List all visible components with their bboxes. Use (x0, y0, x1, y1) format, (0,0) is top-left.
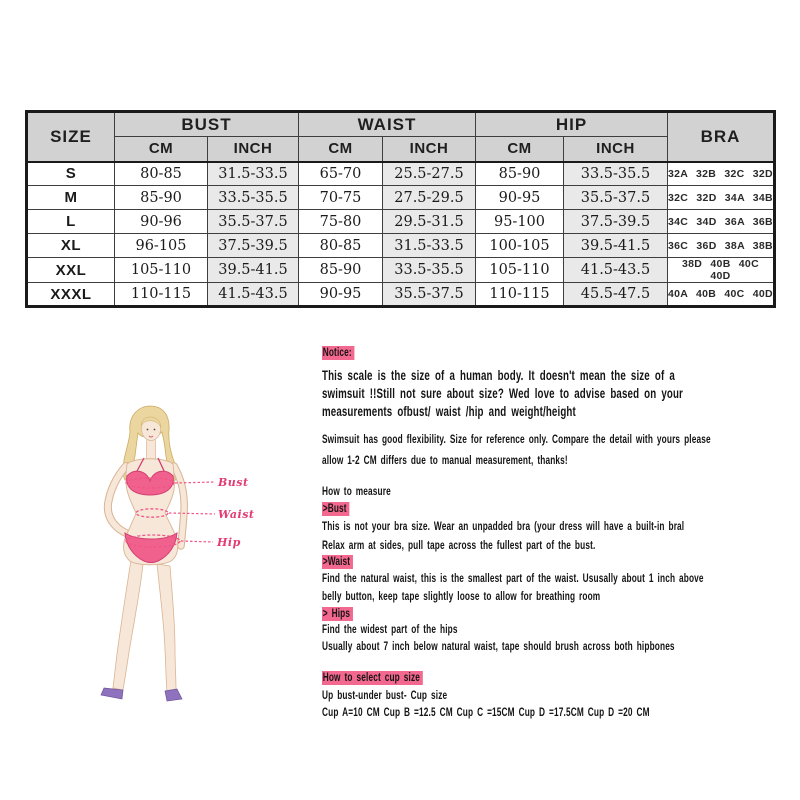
notice-text-line: This scale is the size of a human body. It doesn't mean the size of a (322, 368, 675, 383)
bra-cell: 32C 32D 34A 34B (668, 186, 775, 210)
hips-instruction-line: Find the widest part of the hips (322, 624, 458, 636)
size-cell: M (27, 186, 115, 210)
hip-inch-cell: 35.5-37.5 (564, 186, 668, 210)
bust-inch-cell: 33.5-35.5 (208, 186, 299, 210)
bra-cell: 40A 40B 40C 40D (668, 283, 775, 307)
bust-inch-cell: 37.5-39.5 (208, 234, 299, 258)
hip-cm-cell: 85-90 (476, 162, 564, 186)
waist-instruction-line: belly button, keep tape slightly loose to allow for breathing room (322, 591, 601, 603)
bust-heading: >Bust (322, 502, 350, 516)
waist-inch-cell: 27.5-29.5 (383, 186, 476, 210)
notice-text-line: swimsuit !!Still not sure about size? Wed love to advise based on your (322, 386, 683, 401)
col-header-hip: HIP (476, 112, 668, 137)
bust-inch-cell: 39.5-41.5 (208, 258, 299, 283)
size-cell: XXL (27, 258, 115, 283)
bust-inch-cell: 31.5-33.5 (208, 162, 299, 186)
size-cell: XXXL (27, 283, 115, 307)
waist-heading: >Waist (322, 555, 353, 569)
figure-right-shoe (165, 689, 182, 701)
figure-bust-label: Bust (218, 476, 249, 489)
bra-cell: 36C 36D 38A 38B (668, 234, 775, 258)
waist-inch-cell: 29.5-31.5 (383, 210, 476, 234)
waist-inch-cell: 35.5-37.5 (383, 283, 476, 307)
size-cell: XL (27, 234, 115, 258)
bust-heading-line (322, 503, 350, 515)
bust-cm-cell: 80-85 (115, 162, 208, 186)
cup-size-line: Up bust-under bust- Cup size (322, 690, 448, 702)
waist-cm-cell: 70-75 (299, 186, 383, 210)
cup-size-heading: How to select cup size (322, 671, 423, 685)
cup-size-line: Cup A=10 CM Cup B =12.5 CM Cup C =15CM Cup D =17.5CM Cup D =20 CM (322, 707, 650, 719)
hip-leader-line (181, 541, 213, 542)
figure-waist-label: Waist (218, 508, 255, 521)
col-header-bust: BUST (115, 112, 299, 137)
size-cell: L (27, 210, 115, 234)
measurement-figure-illustration (80, 402, 280, 727)
hip-cm-cell: 95-100 (476, 210, 564, 234)
hip-inch-cell: 37.5-39.5 (564, 210, 668, 234)
waist-cm-cell: 90-95 (299, 283, 383, 307)
waist-leader-line (169, 513, 215, 514)
info-text-column (322, 0, 797, 800)
bust-instruction-line: Relax arm at sides, pull tape across the fullest part of the bust. (322, 540, 596, 552)
col-header-hip-inch: INCH (564, 137, 668, 162)
notice-text-line: measurements ofbust/ waist /hip and weight/height (322, 404, 576, 419)
waist-heading-line (322, 556, 353, 568)
bust-inch-cell: 41.5-43.5 (208, 283, 299, 307)
waist-cm-cell: 80-85 (299, 234, 383, 258)
hips-instruction-line: Usually about 7 inch below natural waist, tape should brush across both hipbones (322, 641, 675, 653)
hip-inch-cell: 45.5-47.5 (564, 283, 668, 307)
bust-cm-cell: 90-96 (115, 210, 208, 234)
waist-instruction-line: Find the natural waist, this is the smallest part of the waist. Ususally about 1 inch above (322, 573, 704, 585)
col-header-bust-inch: INCH (208, 137, 299, 162)
hip-cm-cell: 100-105 (476, 234, 564, 258)
hip-cm-cell: 90-95 (476, 186, 564, 210)
hip-inch-cell: 41.5-43.5 (564, 258, 668, 283)
waist-cm-cell: 75-80 (299, 210, 383, 234)
figure-left-shoe (101, 688, 123, 699)
how-to-measure-title: How to measure (322, 486, 391, 498)
waist-inch-cell: 31.5-33.5 (383, 234, 476, 258)
figure-right-leg (157, 564, 176, 692)
col-header-size: SIZE (27, 112, 115, 162)
bust-cm-cell: 96-105 (115, 234, 208, 258)
waist-cm-cell: 65-70 (299, 162, 383, 186)
bust-inch-cell: 35.5-37.5 (208, 210, 299, 234)
hip-cm-cell: 105-110 (476, 258, 564, 283)
cup-size-heading-line (322, 672, 423, 684)
col-header-waist: WAIST (299, 112, 476, 137)
bra-cell: 32A 32B 32C 32D (668, 162, 775, 186)
hip-inch-cell: 39.5-41.5 (564, 234, 668, 258)
figure-eye (154, 429, 156, 431)
col-header-waist-cm: CM (299, 137, 383, 162)
waist-inch-cell: 25.5-27.5 (383, 162, 476, 186)
figure-left-leg (113, 560, 143, 690)
waist-cm-cell: 85-90 (299, 258, 383, 283)
flexibility-note-line: allow 1-2 CM differs due to manual measurement, thanks! (322, 455, 568, 467)
col-header-bra: BRA (668, 112, 775, 162)
hips-heading: > Hips (322, 607, 353, 621)
notice-heading-line (322, 347, 355, 359)
size-cell: S (27, 162, 115, 186)
waist-inch-cell: 33.5-35.5 (383, 258, 476, 283)
col-header-hip-cm: CM (476, 137, 564, 162)
hip-inch-cell: 33.5-35.5 (564, 162, 668, 186)
bra-cell: 38D 40B 40C 40D (668, 258, 775, 283)
bust-instruction-line: This is not your bra size. Wear an unpadded bra (your dress will have a built-in bral (322, 521, 685, 533)
notice-heading: Notice: (322, 346, 355, 360)
bra-cell: 34C 34D 36A 36B (668, 210, 775, 234)
figure-eye (147, 429, 149, 431)
col-header-waist-inch: INCH (383, 137, 476, 162)
bust-cm-cell: 110-115 (115, 283, 208, 307)
bust-cm-cell: 105-110 (115, 258, 208, 283)
hips-heading-line (322, 608, 353, 620)
flexibility-note-line: Swimsuit has good flexibility. Size for reference only. Compare the detail with yours please (322, 434, 711, 446)
hip-cm-cell: 110-115 (476, 283, 564, 307)
figure-hip-label: Hip (217, 536, 241, 549)
col-header-bust-cm: CM (115, 137, 208, 162)
bust-cm-cell: 85-90 (115, 186, 208, 210)
